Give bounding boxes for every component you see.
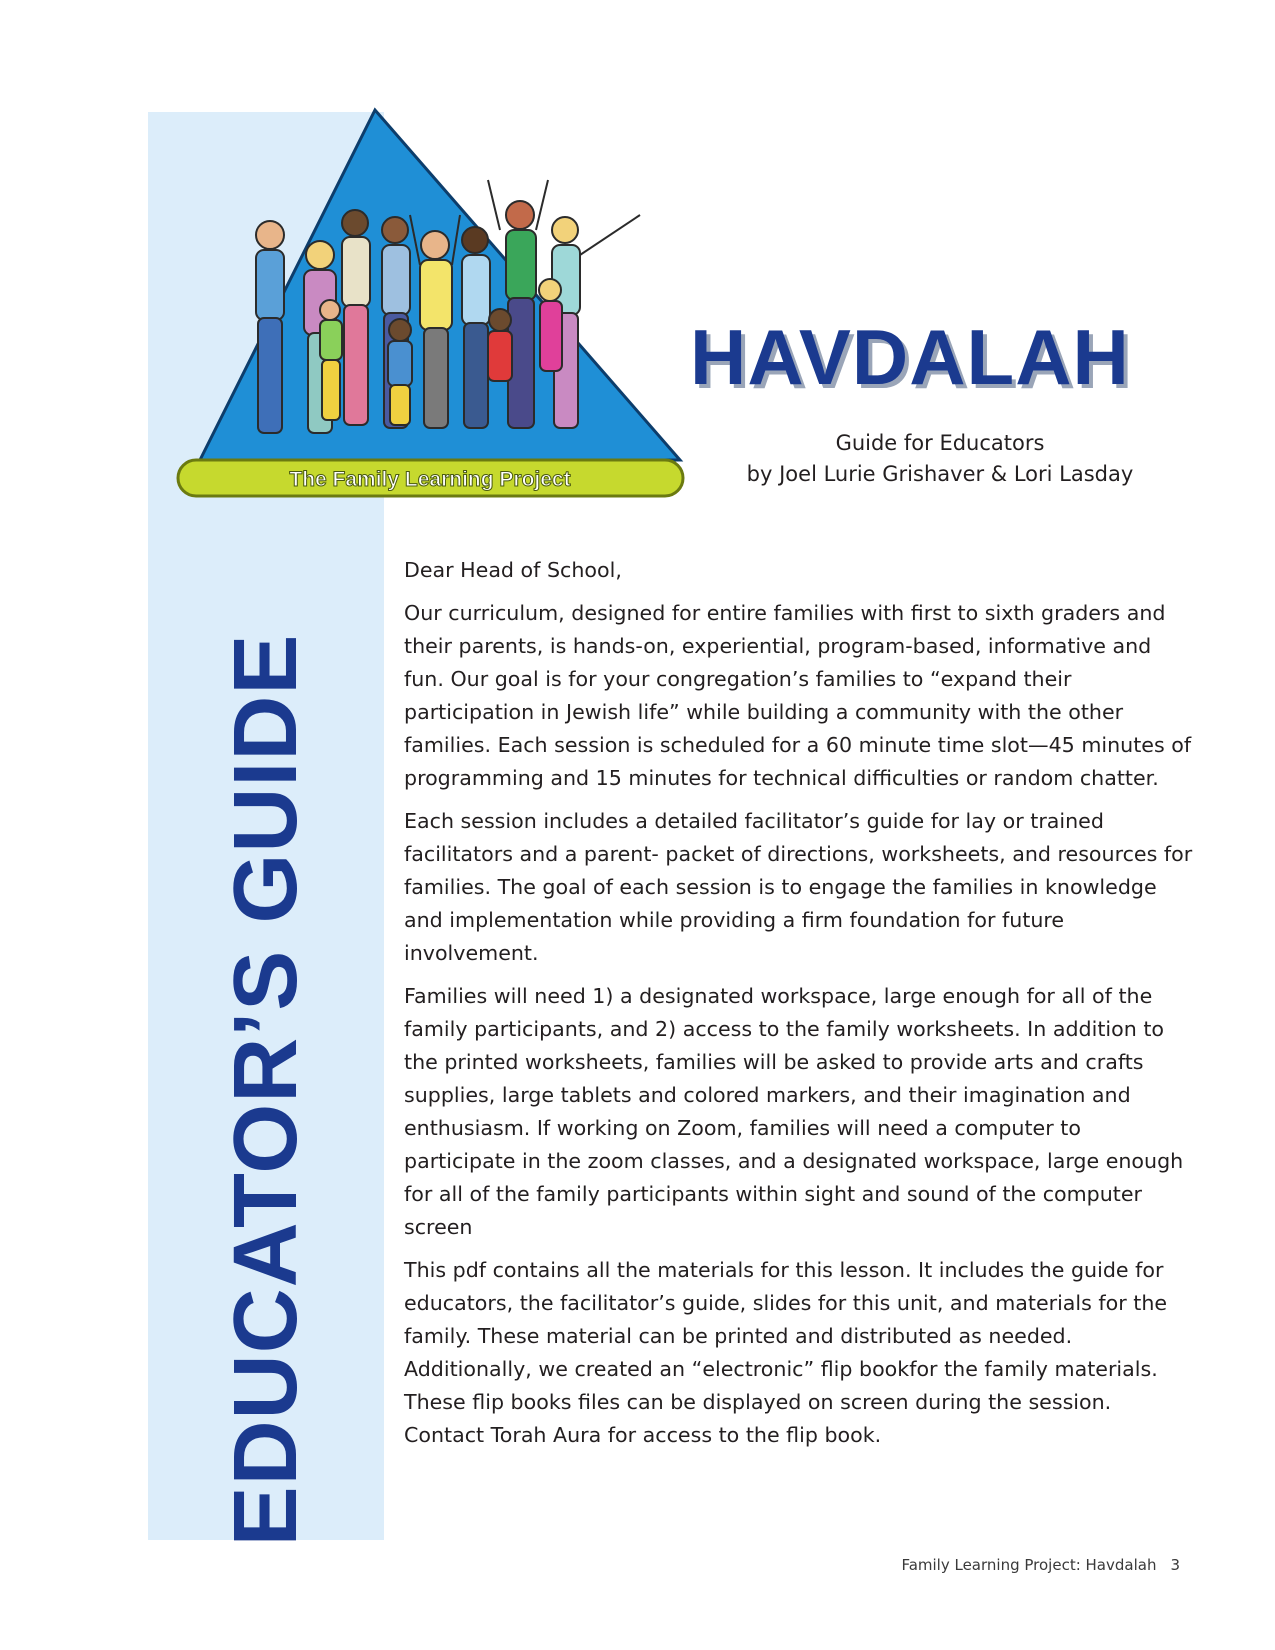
page-footer (901, 1556, 1180, 1574)
subtitle-line-2: by Joel Lurie Grishaver & Lori Lasday (746, 462, 1134, 486)
paragraph: Our curriculum, designed for entire families with first to sixth graders and their parents, is hands-on, experiential, program-based, informative and fun. Our goal is for your congregation’s families to “expand their participation in Jewish life” while building a community with the other families. Each session is scheduled for a 60 minute time slot—45 minutes of programming and 15 minutes for technical difficulties or random chatter. (404, 601, 1192, 790)
footer-running-title: Family Learning Project: Havdalah (901, 1556, 1157, 1574)
logo-banner-text: The Family Learning Project (289, 468, 571, 491)
family-learning-project-logo (170, 105, 720, 525)
page-number: 3 (1170, 1556, 1180, 1574)
subtitle (745, 428, 1135, 490)
salutation: Dear Head of School, (404, 558, 622, 582)
letter-body (404, 554, 1194, 1462)
educators-guide-vertical-title: EDUCATOR’S GUIDE (216, 633, 316, 1547)
paragraph: Each session includes a detailed facilitator’s guide for lay or trained facilitators and a parent- packet of directions, worksheets, and resources for families. The goal of each session is to engage the families in knowledge and implementation while providing a firm foundation for future involvement. (404, 809, 1193, 965)
paragraph: This pdf contains all the materials for this lesson. It includes the guide for educators, the facilitator’s guide, slides for this unit, and materials for the family. These material can be printed and distributed as needed. Additionally, we created an “electronic” flip bookfor the family materials. These flip books files can be displayed on screen during the session. Contact Torah Aura for access to the flip book. (404, 1258, 1168, 1447)
main-title: HAVDALAH (690, 313, 1130, 401)
paragraph: Families will need 1) a designated workspace, large enough for all of the family participants, and 2) access to the family worksheets. In addition to the printed worksheets, families will be asked to provide arts and crafts supplies, large tablets and colored markers, and their imagination and enthusiasm. If working on Zoom, families will need a computer to participate in the zoom classes, and a designated workspace, large enough for all of the family participants within sight and sound of the computer screen (404, 984, 1184, 1239)
subtitle-line-1: Guide for Educators (835, 431, 1045, 455)
